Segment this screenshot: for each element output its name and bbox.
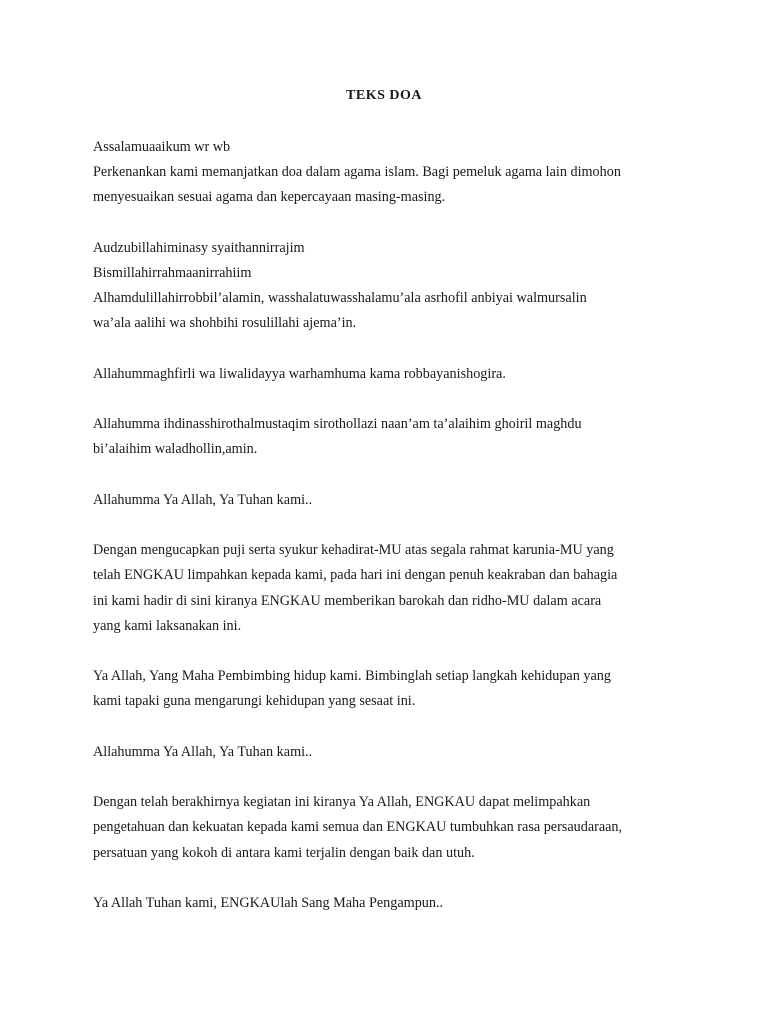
paragraph <box>93 891 683 916</box>
paragraph <box>93 135 683 211</box>
text-line: Dengan telah berakhirnya kegiatan ini kiranya Ya Allah, ENGKAU dapat melimpahkan <box>93 794 591 811</box>
paragraph-gap <box>93 639 683 664</box>
text-line: Allahumma Ya Allah, Ya Tuhan kami.. <box>93 491 313 508</box>
document-title: TEKS DOA <box>346 88 422 103</box>
text-line: ini kami hadir di sini kiranya ENGKAU memberikan barokah dan ridho-MU dalam acara <box>93 592 602 609</box>
text-line: Audzubillahiminasy syaithannirrajim <box>93 239 305 256</box>
paragraph <box>93 488 683 513</box>
text-line: Assalamuaaikum wr wb <box>93 139 231 155</box>
paragraph <box>93 664 683 714</box>
paragraph <box>93 790 683 866</box>
text-line: wa’ala aalihi wa shohbihi rosulillahi ajema’in. <box>93 315 357 332</box>
text-line: yang kami laksanakan ini. <box>93 617 242 634</box>
text-line: Dengan mengucapkan puji serta syukur kehadirat-MU atas segala rahmat karunia-MU yang <box>93 542 614 559</box>
paragraph <box>93 412 683 462</box>
paragraph <box>93 362 683 387</box>
paragraph-gap <box>93 463 683 488</box>
paragraph <box>93 236 683 337</box>
paragraph-gap <box>93 866 683 891</box>
paragraph-gap <box>93 513 683 538</box>
text-line: pengetahuan dan kekuatan kepada kami semua dan ENGKAU tumbuhkan rasa persaudaraan, <box>93 819 623 836</box>
paragraph-gap <box>93 337 683 362</box>
text-line: Bismillahirrahmaanirrahiim <box>93 265 252 281</box>
paragraph-gap <box>93 765 683 790</box>
text-line: Allahumma ihdinasshirothalmustaqim sirothollazi naan’am ta’alaihim ghoiril maghdu <box>93 416 582 433</box>
paragraph-gap <box>93 211 683 236</box>
text-line: bi’alaihim waladhollin,amin. <box>93 441 258 458</box>
text-line: Perkenankan kami memanjatkan doa dalam agama islam. Bagi pemeluk agama lain dimohon <box>93 164 621 181</box>
text-line: Allahumma Ya Allah, Ya Tuhan kami.. <box>93 743 313 760</box>
paragraph-gap <box>93 715 683 740</box>
paragraph-gap <box>93 387 683 412</box>
paragraph <box>93 740 683 765</box>
document-body <box>93 135 683 916</box>
text-line: telah ENGKAU limpahkan kepada kami, pada hari ini dengan penuh keakraban dan bahagia <box>93 567 618 584</box>
text-line: Alhamdulillahirrobbil’alamin, wasshalatuwasshalamu’ala asrhofil anbiyai walmursalin <box>93 290 587 307</box>
text-line: Ya Allah, Yang Maha Pembimbing hidup kami. Bimbinglah setiap langkah kehidupan yang <box>93 668 611 685</box>
paragraph <box>93 538 683 639</box>
text-line: persatuan yang kokoh di antara kami terjalin dengan baik dan utuh. <box>93 844 475 861</box>
text-line: kami tapaki guna mengarungi kehidupan yang sesaat ini. <box>93 693 416 710</box>
text-line: Ya Allah Tuhan kami, ENGKAUlah Sang Maha Pengampun.. <box>93 894 444 911</box>
text-line: menyesuaikan sesuai agama dan kepercayaan masing-masing. <box>93 189 446 206</box>
text-line: Allahummaghfirli wa liwalidayya warhamhuma kama robbayanishogira. <box>93 365 506 382</box>
